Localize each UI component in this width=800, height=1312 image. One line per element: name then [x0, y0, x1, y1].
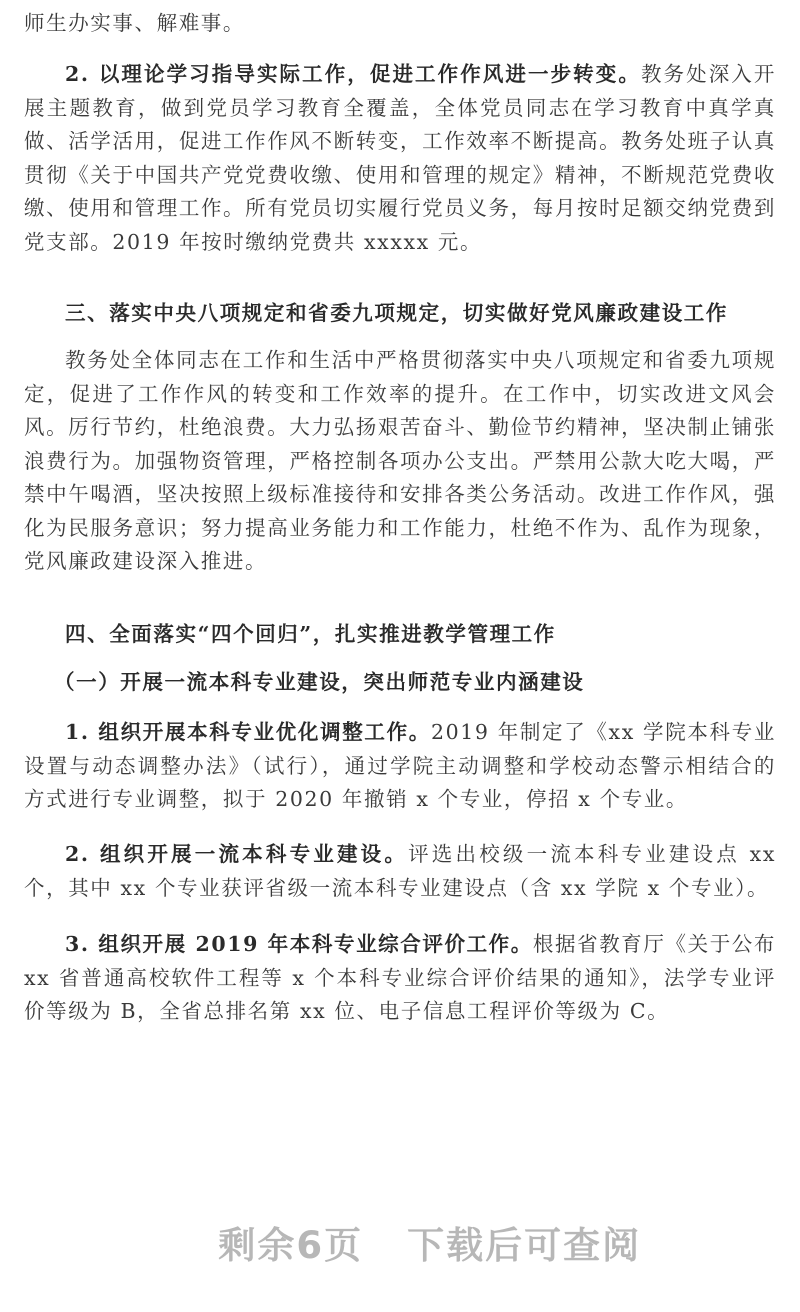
paragraph-text: 教务处全体同志在工作和生活中严格贯彻落实中央八项规定和省委九项规定，促进了工作作风的转变和工作效率的提升。在工作中，切实改进文风会风。厉行节约，杜绝浪费。大力弘扬艰苦奋斗、勤俭节约精神，坚决制止铺张浪费行为。加强物资管理，严格控制各项办公支出。严禁用公款大吃大喝，严禁中午喝酒，坚决按照上级标准接待和安排各类公务活动。改进工作作风，强化为民服务意识；努力提高业务能力和工作能力，杜绝不作为、乱作为现象，党风廉政建设深入推进。 [24, 348, 776, 573]
download-prompt-banner[interactable] [0, 1172, 800, 1312]
remaining-pages-label: 剩余6页 [218, 1224, 364, 1267]
section-heading-4: 四、全面落实“四个回归”，扎实推进教学管理工作 [65, 622, 556, 646]
paragraph-lead: 1. 组织开展本科专业优化调整工作。 [65, 720, 431, 744]
section-heading-3: 三、落实中央八项规定和省委九项规定，切实做好党风廉政建设工作 [65, 301, 728, 325]
paragraph-intro-tail [24, 7, 776, 41]
paragraph-section-3 [24, 344, 776, 579]
paragraph-theory-study [24, 58, 776, 259]
paragraph-lead: 2. 组织开展一流本科专业建设。 [65, 842, 409, 866]
paragraph-lead: 2. 以理论学习指导实际工作，促进工作作风进一步转变。 [65, 62, 641, 86]
paragraph-text: 2019 年制定了《xx 学院本科专业设置与动态调整办法》（试行），通过学院主动调整和学校动态警示相结合的方式进行专业调整，拟于 2020 年撤销 x 个专业，停招 x 个专业。 [24, 720, 776, 811]
paragraph-item-1 [24, 716, 776, 817]
paragraph-item-2 [24, 838, 776, 905]
paragraph-lead: 3. 组织开展 2019 年本科专业综合评价工作。 [65, 932, 533, 956]
paragraph-text: 师生办实事、解难事。 [24, 11, 245, 35]
paragraph-item-3 [24, 928, 776, 1029]
paragraph-text: 教务处深入开展主题教育，做到党员学习教育全覆盖，全体党员同志在学习教育中真学真做、活学活用，促进工作作风不断转变，工作效率不断提高。教务处班子认真贯彻《关于中国共产党党费收缴、使用和管理的规定》精神，不断规范党费收缴、使用和管理工作。所有党员切实履行党员义务，每月按时足额交纳党费到党支部。2019 年按时缴纳党费共 xxxxx 元。 [24, 62, 776, 254]
download-to-view-label: 下载后可查阅 [407, 1224, 642, 1267]
paragraph-text: 根据省教育厅《关于公布 xx 省普通高校软件工程等 x 个本科专业综合评价结果的通知》，法学专业评价等级为 B，全省总排名第 xx 位、电子信息工程评价等级为 C。 [24, 932, 776, 1023]
paragraph-text: 评选出校级一流本科专业建设点 xx 个，其中 xx 个专业获评省级一流本科专业建设点（含 xx 学院 x 个专业）。 [24, 842, 776, 900]
subsection-heading-1: （一）开展一流本科专业建设，突出师范专业内涵建设 [54, 670, 585, 694]
